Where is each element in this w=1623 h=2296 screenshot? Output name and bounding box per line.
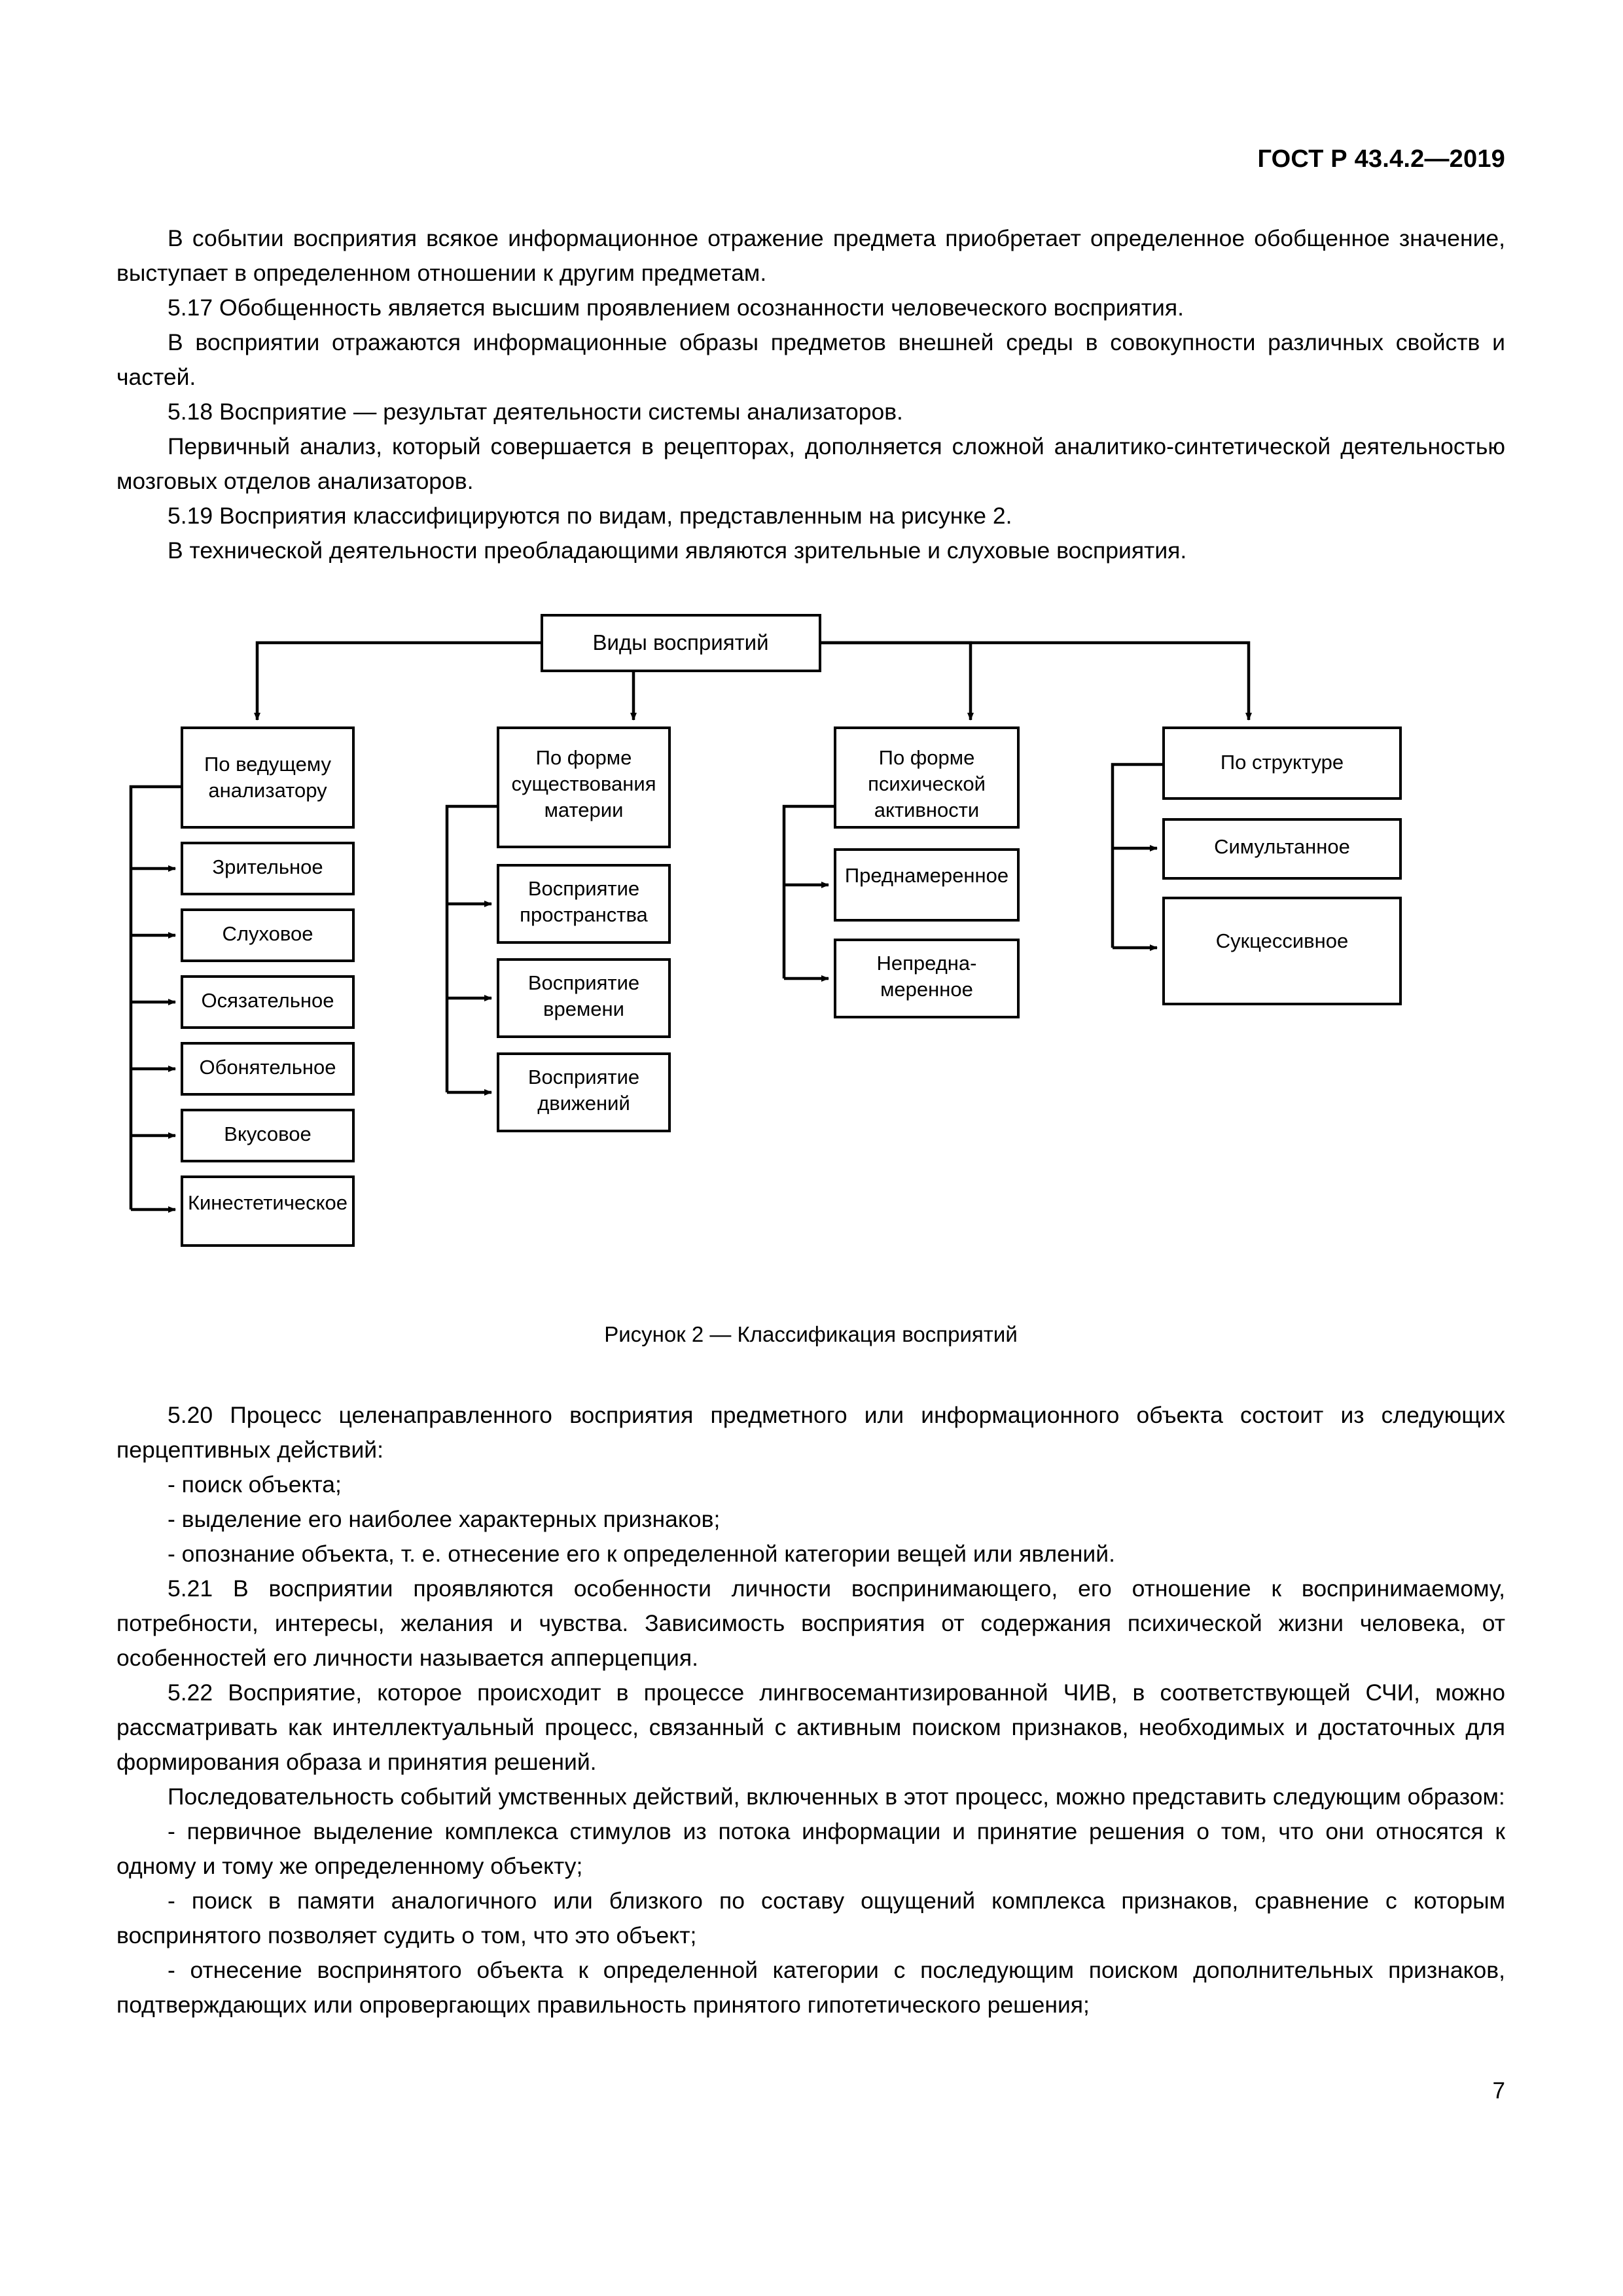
connector-col1-bus: [131, 787, 182, 1210]
paragraph-5-17: 5.17 Обобщенность является высшим проявлением осознанности человеческого восприятия.: [168, 295, 1184, 321]
body-text-bottom: [116, 1398, 1505, 2022]
node-root-label: Виды восприятий: [592, 630, 769, 655]
node-col3-header-line2: психической: [868, 772, 986, 795]
page-number: 7: [1492, 2078, 1505, 2104]
node-col1-header-box: [182, 728, 353, 827]
node-col4-item-0-label: Симультанное: [1214, 835, 1350, 858]
connector-col2-bus: [447, 806, 498, 1092]
connector-root-to-col1: [257, 643, 542, 720]
connector-col4-bus: [1113, 764, 1164, 948]
node-col2-item-0-line2: пространства: [520, 903, 648, 926]
figure-2-classification-diagram: [116, 589, 1505, 1374]
connector-root-to-col3: [820, 643, 971, 720]
node-col2-item-0-line1: Восприятие: [527, 877, 640, 900]
document-header-standard-code: ГОСТ Р 43.4.2—2019: [1257, 145, 1505, 173]
connector-col3-bus: [784, 806, 835, 978]
node-col3-header-line1: По форме: [878, 746, 975, 769]
paragraph-5-19: 5.19 Восприятия классифицируются по видам, представленным на рисунке 2.: [168, 503, 1012, 529]
diagram-svg: [116, 589, 1505, 1374]
list-item-highlight-features: - выделение его наиболее характерных признаков;: [168, 1506, 721, 1532]
node-col1-item-0-label: Зрительное: [212, 855, 323, 878]
node-col4-item-1-label: Сукцессивное: [1215, 929, 1349, 952]
node-col2-item-1-line2: времени: [543, 997, 624, 1020]
node-col1-item-5-label: Кинестетическое: [187, 1191, 348, 1214]
node-col2-header-line1: По форме: [535, 746, 632, 769]
paragraph-intro: В событии восприятия всякое информационное отражение предмета приобретает определенное обобщенное значение, выступает в определенном отношении к другим предметам.: [116, 225, 1505, 286]
node-col3-header-line3: активности: [874, 798, 980, 821]
node-col1-item-1-label: Слуховое: [222, 922, 313, 945]
paragraph-5-21: 5.21 В восприятии проявляются особенности личности воспринимающего, его отношение к воспринимаемому, потребности, интересы, желания и чувства. Зависимость восприятия от содержания психической жизни человека, от особенностей его личности называется апперцепция.: [116, 1575, 1505, 1671]
node-col2-item-2-line1: Восприятие: [527, 1066, 640, 1088]
node-col2-item-1-line1: Восприятие: [527, 971, 640, 994]
paragraph-perception-images: В восприятии отражаются информационные образы предметов внешней среды в совокупности различных свойств и частей.: [116, 329, 1505, 390]
node-col1-item-2-label: Осязательное: [201, 989, 334, 1012]
list-item-identify-object: - опознание объекта, т. е. отнесение его к определенной категории вещей или явлений.: [168, 1541, 1115, 1567]
node-col2-header-line3: материи: [544, 798, 624, 821]
paragraph-primary-analysis: Первичный анализ, который совершается в рецепторах, дополняется сложной аналитико-синтетической деятельностью мозговых отделов анализаторов.: [116, 433, 1505, 494]
paragraph-sequence-intro: Последовательность событий умственных действий, включенных в этот процесс, можно представить следующим образом:: [168, 1784, 1505, 1810]
paragraph-technical-activity: В технической деятельности преобладающими являются зрительные и слуховые восприятия.: [168, 537, 1187, 564]
node-col2-header-line2: существования: [511, 772, 656, 795]
paragraph-5-22: 5.22 Восприятие, которое происходит в процессе лингвосемантизированной ЧИВ, в соответствующей СЧИ, можно рассматривать как интеллектуальный процесс, связанный с активным поиском признаков, необходимых и достаточных для формирования образа и принятия решений.: [116, 1679, 1505, 1775]
node-col3-item-1-line1: Непредна-: [876, 952, 977, 975]
list-item-search-object: - поиск объекта;: [168, 1471, 342, 1498]
node-col3-item-1-line2: меренное: [880, 978, 973, 1001]
body-text-top: [116, 221, 1505, 568]
node-col1-header-line2: анализатору: [208, 779, 327, 802]
node-col2-item-2-line2: движений: [537, 1092, 630, 1115]
figure-caption: Рисунок 2 — Классификация восприятий: [604, 1322, 1018, 1346]
paragraph-5-18: 5.18 Восприятие — результат деятельности системы анализаторов.: [168, 399, 903, 425]
node-col3-item-0-label: Преднамеренное: [844, 864, 1009, 887]
node-col1-item-4-label: Вкусовое: [224, 1122, 312, 1145]
list-item-primary-selection: - первичное выделение комплекса стимулов из потока информации и принятие решения о том, что они относятся к одному и тому же определенному объекту;: [116, 1818, 1505, 1879]
connector-root-to-col4: [820, 643, 1249, 720]
list-item-memory-search: - поиск в памяти аналогичного или близкого по составу ощущений комплекса признаков, сравнение с которым воспринятого позволяет судить о том, что это объект;: [116, 1888, 1505, 1948]
node-col1-header-line1: По ведущему: [204, 753, 331, 776]
list-item-categorization: - отнесение воспринятого объекта к определенной категории с последующим поиском дополнительных признаков, подтверждающих или опровергающих правильность принятого гипотетического решения;: [116, 1957, 1505, 2018]
paragraph-5-20: 5.20 Процесс целенаправленного восприятия предметного или информационного объекта состоит из следующих перцептивных действий:: [116, 1402, 1505, 1463]
node-col1-item-3-label: Обонятельное: [199, 1056, 336, 1079]
node-col4-header-label: По структуре: [1220, 751, 1344, 774]
